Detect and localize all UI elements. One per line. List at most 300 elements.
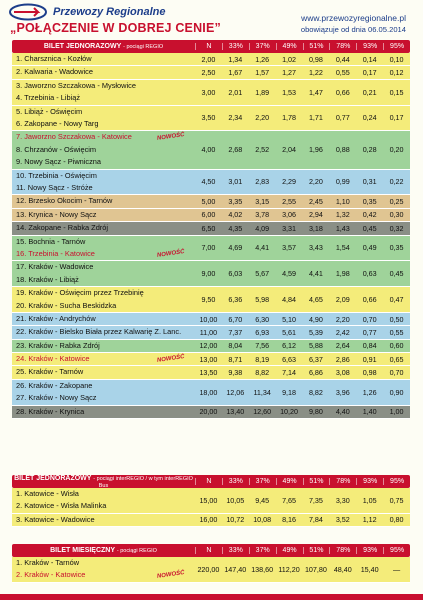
column-header: 49% — [276, 547, 303, 554]
price-cell: 9,00 — [201, 269, 216, 279]
price-row-group — [12, 557, 410, 583]
price-row-group — [12, 236, 410, 262]
column-header: 93% — [356, 547, 383, 554]
section-header-label — [12, 43, 195, 50]
price-cells — [195, 557, 410, 582]
column-header: 33% — [222, 478, 249, 485]
price-cell: 10,00 — [199, 314, 218, 324]
new-route-badge: NOWOŚĆ — [157, 570, 186, 581]
price-row-group — [12, 209, 410, 222]
price-cell: 11,34 — [253, 387, 271, 397]
column-header: 33% — [222, 43, 249, 50]
price-cells — [195, 326, 410, 338]
section-single-ticket-interregio — [12, 475, 410, 527]
price-cell: 9,45 — [255, 495, 270, 505]
header — [8, 3, 418, 39]
price-cell: 2,00 — [201, 54, 216, 64]
price-cells — [195, 236, 410, 261]
price-cell: 2,04 — [282, 145, 297, 155]
price-cell: 1,47 — [308, 87, 323, 97]
price-cells — [195, 406, 410, 418]
price-cell: 3,18 — [308, 223, 323, 233]
price-cell: 4,41 — [308, 269, 323, 279]
price-cell: 13,00 — [199, 354, 218, 364]
price-cell: 0,22 — [389, 177, 404, 187]
route-name: 6. Zakopane - Nowy Targ — [16, 118, 99, 128]
price-cells — [195, 353, 410, 365]
column-header: 95% — [383, 547, 410, 554]
price-cell: 5,98 — [255, 295, 270, 305]
valid-from-date: obowiązuje od dnia 06.05.2014 — [300, 25, 406, 34]
column-header: 49% — [276, 43, 303, 50]
section-single-ticket-regio — [12, 40, 410, 419]
price-cell: 6,70 — [228, 314, 243, 324]
price-cell: 0,77 — [335, 113, 350, 123]
section-header — [12, 475, 410, 488]
route-name: 20. Kraków - Sucha Beskidzka — [16, 300, 117, 310]
column-header: 93% — [356, 478, 383, 485]
ticket-type-label: BILET MIESIĘCZNY — [50, 547, 115, 554]
price-cell: 3,15 — [255, 197, 270, 207]
price-cell: 9,80 — [308, 407, 323, 417]
price-cell: 3,01 — [228, 177, 243, 187]
section-monthly-ticket-regio — [12, 544, 410, 583]
price-cell: 1,40 — [362, 407, 377, 417]
price-cell: 1,57 — [255, 68, 270, 78]
price-cell: 0,14 — [362, 54, 377, 64]
price-row-group — [12, 222, 410, 235]
price-cell: 4,41 — [255, 243, 270, 253]
column-header: 78% — [329, 478, 356, 485]
price-row-group — [12, 131, 410, 169]
price-cell: 0,17 — [362, 68, 377, 78]
price-cell: 6,36 — [228, 295, 243, 305]
route-name: 14. Zakopane - Rabka Zdrój — [16, 223, 109, 233]
route-list — [12, 366, 195, 378]
column-header: 37% — [249, 547, 276, 554]
route-name: 1. Charsznica - Kozłów — [16, 54, 92, 63]
price-cell: 2,94 — [308, 210, 323, 220]
price-cells — [195, 340, 410, 352]
price-cell: 7,37 — [228, 328, 243, 337]
price-row-group — [12, 53, 410, 66]
route-name: 27. Kraków - Nowy Sącz — [16, 393, 97, 403]
price-cell: 9,18 — [282, 387, 297, 397]
price-cell: 0,55 — [335, 68, 350, 78]
route-name: 25. Kraków - Tarnów — [16, 367, 84, 377]
price-cells — [195, 488, 410, 513]
price-cell: 10,20 — [280, 407, 299, 417]
route-list — [12, 80, 195, 105]
price-cell: 5,67 — [255, 269, 270, 279]
brand-name: Przewozy Regionalne — [53, 6, 166, 18]
price-row-group — [12, 326, 410, 339]
price-cell: 4,90 — [308, 314, 323, 324]
price-cell: 15,40 — [360, 564, 379, 574]
price-cell: 0,80 — [389, 515, 404, 525]
route-name: 11. Nowy Sącz - Stróże — [16, 182, 93, 192]
section-header-label — [12, 547, 195, 554]
column-header: N — [195, 547, 222, 554]
price-cell: 0,12 — [389, 68, 404, 78]
price-cell: 4,50 — [201, 177, 216, 187]
price-cell: 11,00 — [199, 328, 218, 337]
route-list — [12, 340, 195, 352]
price-cell: 1,26 — [362, 387, 377, 397]
price-cell: 1,43 — [335, 223, 350, 233]
price-cells — [195, 222, 410, 234]
price-cells — [195, 287, 410, 312]
route-name: 1. Katowice - Wisła — [16, 489, 79, 498]
price-cell: 7,00 — [201, 243, 216, 253]
route-name: 18. Kraków - Libiąż — [16, 274, 79, 284]
price-row-group — [12, 313, 410, 326]
price-cell: 15,00 — [199, 495, 218, 505]
route-name: 4. Trzebinia - Libiąż — [16, 93, 81, 103]
price-row-group — [12, 353, 410, 366]
price-cell: 2,55 — [282, 197, 297, 207]
website-url[interactable]: www.przewozyregionalne.pl — [301, 13, 406, 23]
price-cell: 1,96 — [308, 145, 323, 155]
price-cell: 3,31 — [282, 223, 297, 233]
route-name: 26. Kraków - Zakopane — [16, 380, 93, 390]
column-header: N — [195, 478, 222, 485]
price-cell: 0,70 — [389, 368, 404, 378]
price-cell: 6,12 — [282, 341, 297, 351]
price-cell: 3,78 — [255, 210, 270, 220]
route-list — [12, 287, 195, 312]
price-cell: 12,60 — [253, 407, 272, 417]
price-cell: 0,21 — [362, 87, 377, 97]
price-cell: 0,25 — [389, 197, 404, 207]
price-cells — [195, 261, 410, 286]
price-cell: 1,02 — [282, 54, 297, 64]
price-cell: 5,39 — [308, 328, 323, 337]
price-cell: 0,90 — [389, 387, 404, 397]
new-route-badge: NOWOŚĆ — [157, 354, 186, 364]
price-cells — [195, 53, 410, 65]
price-cell: 4,40 — [335, 407, 350, 417]
price-cell: 7,56 — [255, 341, 270, 351]
price-cell: 3,00 — [201, 87, 216, 97]
route-name: 1. Kraków - Tarnów — [16, 558, 80, 567]
price-cell: 1,34 — [228, 54, 243, 64]
price-cell: 3,08 — [335, 368, 350, 378]
price-cell: 6,00 — [201, 210, 216, 220]
price-cell: 4,35 — [228, 223, 243, 233]
price-cell: 0,50 — [389, 314, 404, 324]
price-cell: 5,61 — [282, 328, 297, 337]
price-cell: 0,91 — [362, 354, 377, 364]
price-cell: 0,35 — [389, 243, 404, 253]
ticket-type-label: BILET JEDNORAZOWY — [43, 43, 122, 50]
price-cell: 12,00 — [199, 341, 218, 351]
price-cell: 3,43 — [308, 243, 323, 253]
route-name: 16. Trzebinia - Katowice NOWOŚĆ — [12, 248, 195, 260]
price-cells — [195, 514, 410, 526]
price-row-group — [12, 66, 410, 79]
price-cell: 10,05 — [226, 495, 245, 505]
price-cell: 1,12 — [362, 515, 377, 525]
price-cell: 0,65 — [389, 354, 404, 364]
train-type-label: - pociągi REGIO — [116, 548, 157, 554]
route-list — [12, 313, 195, 325]
price-row-group — [12, 488, 410, 514]
price-cell: 0,30 — [389, 210, 404, 220]
price-cell: 3,50 — [201, 113, 216, 123]
price-cell: 0,24 — [362, 113, 377, 123]
price-cell: 1,54 — [335, 243, 350, 253]
price-cell: 1,10 — [335, 197, 350, 207]
route-name: 2. Katowice - Wisła Malinka — [16, 501, 107, 511]
route-list — [12, 131, 195, 168]
price-cell: 2,09 — [335, 295, 350, 305]
price-cell: 2,20 — [255, 113, 270, 123]
column-header: 51% — [303, 43, 330, 50]
price-row-group — [12, 366, 410, 379]
price-cell: 0,32 — [389, 223, 404, 233]
new-route-badge: NOWOŚĆ — [157, 249, 186, 259]
price-row-group — [12, 80, 410, 106]
price-cell: 3,06 — [282, 210, 297, 220]
price-cell: 6,86 — [308, 368, 323, 378]
price-cell: 13,40 — [226, 407, 245, 417]
price-cell: 4,02 — [228, 210, 243, 220]
price-row-group — [12, 514, 410, 527]
route-list — [12, 514, 195, 526]
price-cell: 0,99 — [335, 177, 350, 187]
route-name: 15. Bochnia - Tarnów — [16, 236, 86, 246]
price-cells — [195, 380, 410, 405]
price-cell: 4,65 — [308, 295, 323, 305]
price-cell: 0,47 — [389, 295, 404, 305]
section-header — [12, 544, 410, 557]
price-cell: 4,59 — [282, 269, 297, 279]
price-cell: 1,27 — [282, 68, 297, 78]
footer-bar — [0, 594, 423, 600]
price-cell: 8,82 — [308, 387, 323, 397]
price-cell: 3,57 — [282, 243, 297, 253]
price-cell: 0,35 — [362, 197, 377, 207]
price-cell: 4,00 — [201, 145, 216, 155]
price-row-group — [12, 406, 410, 419]
price-cell: 0,42 — [362, 210, 377, 220]
price-cell: 3,52 — [335, 515, 350, 525]
price-cell: 0,84 — [362, 341, 377, 351]
price-cell: 4,09 — [255, 223, 270, 233]
route-list — [12, 66, 195, 78]
price-cell: 6,30 — [255, 314, 270, 324]
price-cell: 0,66 — [335, 87, 350, 97]
price-cell: 0,31 — [362, 177, 377, 187]
price-cell: 6,93 — [255, 328, 270, 337]
price-cell: 2,83 — [255, 177, 270, 187]
price-cell: 0,88 — [335, 145, 350, 155]
route-name: 21. Kraków - Andrychów — [16, 313, 96, 323]
price-cell: 2,20 — [308, 177, 323, 187]
column-header: 37% — [249, 478, 276, 485]
page-title: „POŁĄCZENIE W DOBREJ CENIE” — [10, 21, 221, 35]
price-cell: 20,00 — [199, 407, 218, 417]
price-cells — [195, 80, 410, 105]
column-header: 49% — [276, 478, 303, 485]
price-cell: 0,15 — [389, 87, 404, 97]
price-cell: 18,00 — [199, 387, 218, 397]
price-row-group — [12, 261, 410, 287]
route-name: 8. Chrzanów - Oświęcim — [16, 144, 97, 154]
column-header: 95% — [383, 478, 410, 485]
route-name: 2. Kalwaria - Wadowice — [16, 67, 93, 77]
column-header: 37% — [249, 43, 276, 50]
price-cell: 13,50 — [199, 368, 218, 378]
route-list — [12, 106, 195, 131]
price-cell: 0,28 — [362, 145, 377, 155]
column-header: 33% — [222, 547, 249, 554]
price-cell: 0,98 — [362, 368, 377, 378]
route-list — [12, 53, 195, 65]
section-header — [12, 40, 410, 53]
price-cells — [195, 170, 410, 195]
section-header-label — [12, 475, 195, 489]
price-cell: 1,05 — [362, 495, 377, 505]
price-cell: 1,32 — [335, 210, 350, 220]
price-cell: 1,67 — [228, 68, 243, 78]
route-list — [12, 222, 195, 234]
price-cell: 1,22 — [308, 68, 323, 78]
price-cell: 2,52 — [255, 145, 270, 155]
price-cells — [195, 366, 410, 378]
price-row-group — [12, 287, 410, 313]
price-cell: 4,84 — [282, 295, 297, 305]
price-cell: 2,01 — [228, 87, 243, 97]
price-cell: 5,88 — [308, 341, 323, 351]
price-cell: 5,10 — [282, 314, 297, 324]
price-cell: 107,80 — [304, 564, 327, 574]
route-list — [12, 195, 195, 207]
price-cell: 2,86 — [335, 354, 350, 364]
price-cell: 9,38 — [228, 368, 243, 378]
przewozy-regionalne-logo-icon — [8, 3, 48, 21]
price-cells — [195, 209, 410, 221]
route-name: 9. Nowy Sącz - Piwniczna — [16, 157, 102, 167]
price-cell: 1,26 — [255, 54, 270, 64]
route-name: 5. Libiąż - Oświęcim — [16, 106, 83, 116]
price-row-group — [12, 106, 410, 132]
route-name: 17. Kraków - Wadowice — [16, 262, 94, 272]
price-cell: 0,63 — [362, 269, 377, 279]
route-name: 23. Kraków - Rabka Zdrój — [16, 340, 100, 350]
price-cell: 7,65 — [282, 495, 297, 505]
price-cells — [195, 131, 410, 168]
route-list — [12, 488, 195, 513]
price-cell: 147,40 — [224, 564, 247, 574]
price-cell: 0,45 — [389, 269, 404, 279]
price-cell: 0,45 — [362, 223, 377, 233]
price-cell: 16,00 — [199, 515, 218, 525]
price-cell: 1,89 — [255, 87, 270, 97]
route-list — [12, 261, 195, 286]
route-name: 12. Brzesko Okocim - Tarnów — [16, 196, 113, 206]
price-cell: 0,10 — [389, 54, 404, 64]
price-row-group — [12, 195, 410, 208]
new-route-badge: NOWOŚĆ — [157, 132, 186, 143]
price-cell: 8,19 — [255, 354, 270, 364]
price-cell: 112,20 — [278, 564, 300, 574]
price-cells — [195, 66, 410, 78]
price-cell: 3,96 — [335, 387, 350, 397]
price-cell: 138,60 — [251, 564, 274, 574]
price-row-group — [12, 340, 410, 353]
price-cell: 8,82 — [255, 368, 270, 378]
route-name: 28. Kraków - Krynica — [16, 406, 85, 416]
price-cells — [195, 313, 410, 325]
route-name: 24. Kraków - Katowice NOWOŚĆ — [12, 353, 195, 365]
column-header: 78% — [329, 43, 356, 50]
price-cell: 220,00 — [197, 564, 220, 574]
route-name: 13. Krynica - Nowy Sącz — [16, 209, 97, 219]
price-cell: 5,00 — [201, 197, 216, 207]
price-cell: 3,35 — [228, 197, 243, 207]
price-cell: 7,84 — [308, 515, 323, 525]
price-cell: 7,14 — [282, 368, 297, 378]
price-cell: 6,37 — [308, 354, 323, 364]
route-list — [12, 380, 195, 405]
price-cell: 4,69 — [228, 243, 243, 253]
route-list — [12, 236, 195, 261]
price-cell: 2,20 — [335, 314, 350, 324]
price-cell: 2,29 — [282, 177, 297, 187]
price-cell: 2,64 — [335, 341, 350, 351]
price-cell: 8,04 — [228, 341, 243, 351]
route-list — [12, 326, 195, 338]
column-header: N — [195, 43, 222, 50]
route-name: 3. Jaworzno Szczakowa - Mysłowice — [16, 80, 136, 90]
price-cell: 7,35 — [308, 495, 323, 505]
price-cell: 1,98 — [335, 269, 350, 279]
price-cell: 2,45 — [308, 197, 323, 207]
column-header: 51% — [303, 547, 330, 554]
price-cell: 2,50 — [201, 68, 216, 78]
price-row-group — [12, 170, 410, 196]
price-cell: 3,30 — [335, 495, 350, 505]
route-list — [12, 209, 195, 221]
price-cell: 0,49 — [362, 243, 377, 253]
price-cell: 6,50 — [201, 223, 216, 233]
route-list — [12, 406, 195, 418]
price-cell: 1,00 — [389, 407, 404, 417]
route-list — [12, 557, 195, 582]
price-cell: 12,06 — [226, 387, 245, 397]
price-cells — [195, 195, 410, 207]
price-cell: 10,72 — [226, 515, 245, 525]
price-cell: — — [392, 564, 401, 574]
price-cell: 6,03 — [228, 269, 243, 279]
column-header: 93% — [356, 43, 383, 50]
price-cell: 0,20 — [389, 145, 404, 155]
price-cell: 0,70 — [362, 314, 377, 324]
route-list — [12, 170, 195, 195]
column-header: 51% — [303, 478, 330, 485]
price-cell: 0,77 — [362, 328, 377, 337]
price-cell: 0,75 — [389, 495, 404, 505]
route-name: 22. Kraków - Bielsko Biała przez Kalwarię Z. Lanc. — [16, 327, 182, 337]
price-cell: 10,08 — [253, 515, 272, 525]
route-name: 7. Jaworzno Szczakowa - Katowice NOWOŚĆ — [12, 131, 195, 143]
column-header: 78% — [329, 547, 356, 554]
price-cell: 2,42 — [335, 328, 350, 337]
price-cell: 0,60 — [389, 341, 404, 351]
route-list — [12, 353, 195, 365]
